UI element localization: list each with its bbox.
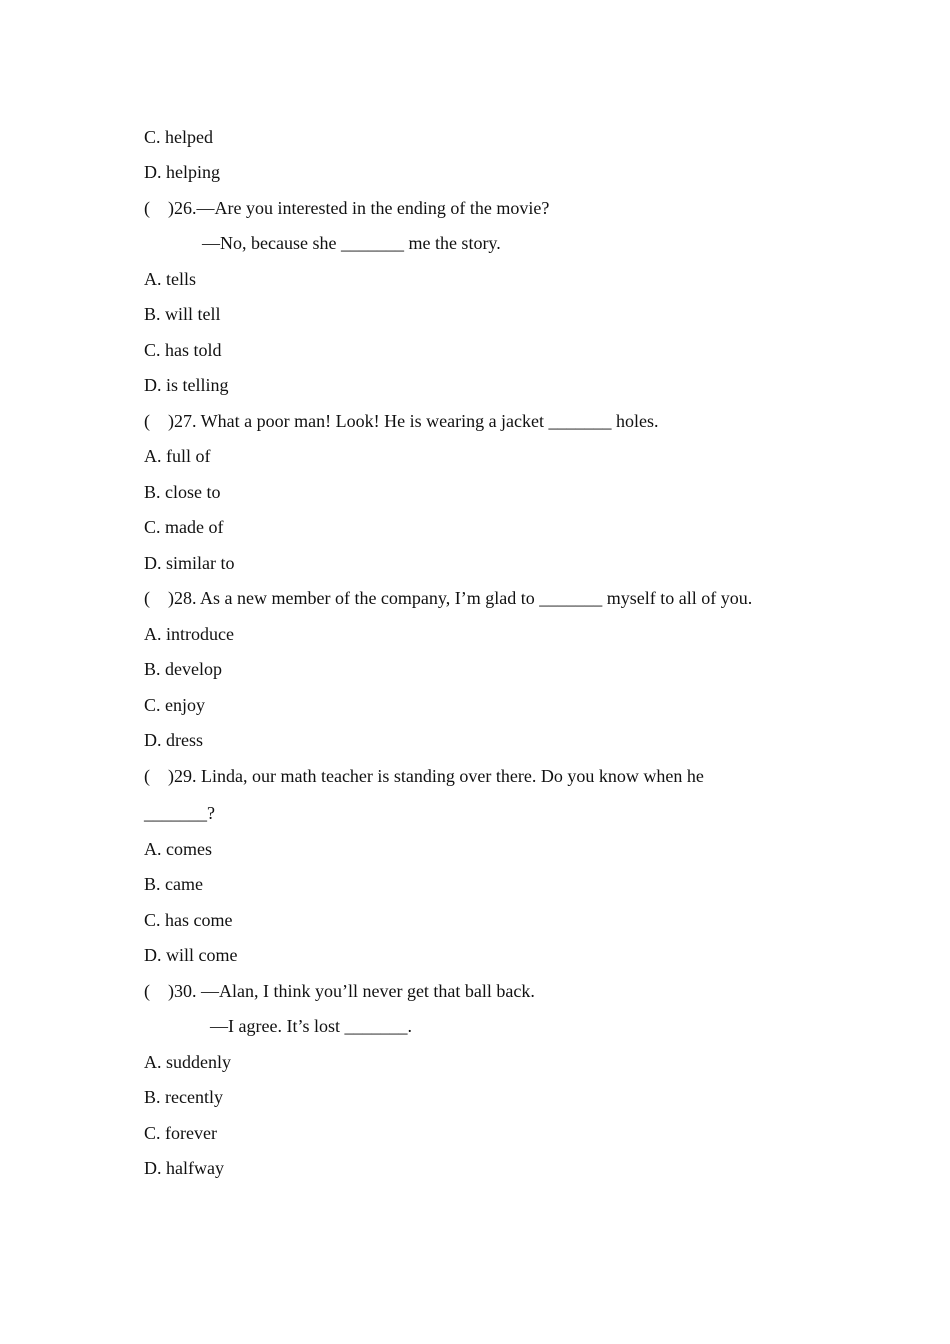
q30-question: ( )30. —Alan, I think you’ll never get that ball back. [144,981,535,1001]
q26-question: ( )26.—Are you interested in the ending of the movie? [144,198,550,218]
q27-option-a: A. full of [144,446,211,466]
q27-option-c: C. made of [144,517,224,537]
q29-option-b: B. came [144,874,203,894]
q25-option-c: C. helped [144,127,213,147]
q29-question: ( )29. Linda, our math teacher is standing over there. Do you know when he [144,766,704,786]
q28-option-b: B. develop [144,659,222,679]
q26-option-b: B. will tell [144,304,221,324]
q28-option-a: A. introduce [144,624,234,644]
q30-option-d: D. halfway [144,1158,224,1178]
q26-option-d: D. is telling [144,375,229,395]
q29-option-a: A. comes [144,839,212,859]
q26-option-a: A. tells [144,269,196,289]
q28-option-c: C. enjoy [144,695,205,715]
q26-option-c: C. has told [144,340,222,360]
q29-option-d: D. will come [144,945,238,965]
q29-question-continued: _______? [144,803,215,823]
q25-option-d: D. helping [144,162,220,182]
q27-question: ( )27. What a poor man! Look! He is wearing a jacket _______ holes. [144,411,659,431]
q28-question: ( )28. As a new member of the company, I’m glad to _______ myself to all of you. [144,588,753,608]
q26-answer-line: —No, because she _______ me the story. [202,233,501,253]
q30-option-c: C. forever [144,1123,217,1143]
q29-option-c: C. has come [144,910,233,930]
q28-option-d: D. dress [144,730,203,750]
q30-option-a: A. suddenly [144,1052,231,1072]
q27-option-d: D. similar to [144,553,235,573]
q30-option-b: B. recently [144,1087,223,1107]
q30-answer-line: —I agree. It’s lost _______. [210,1016,412,1036]
q27-option-b: B. close to [144,482,221,502]
